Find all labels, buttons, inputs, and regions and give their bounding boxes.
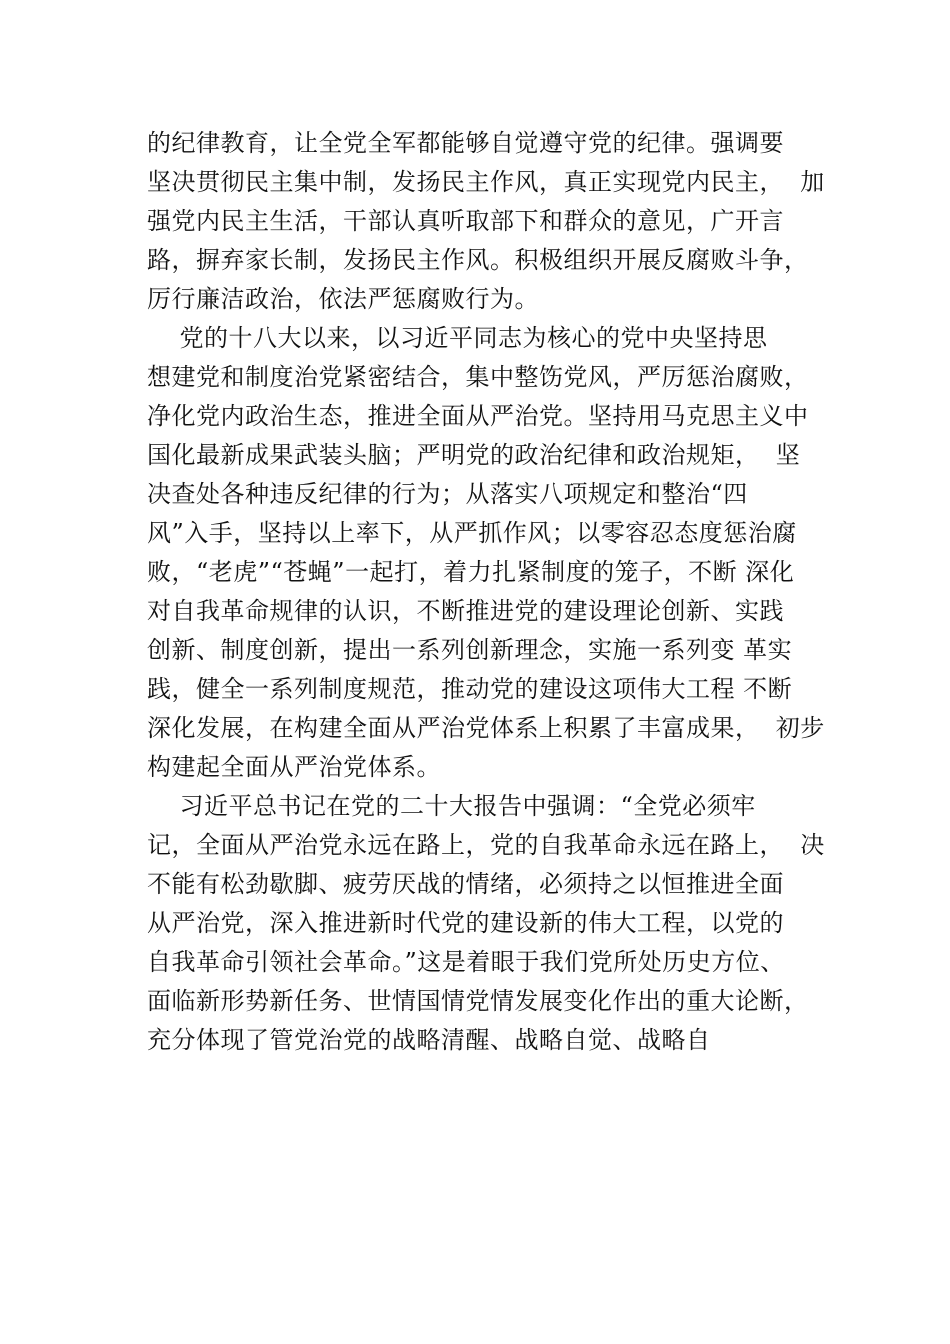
text-line: 败，“老虎”“苍蝇”一起打，着力扎紧制度的笼子，不断 深化 — [147, 558, 795, 586]
text-line: 路，摒弃家长制，发扬民主作风。积极组织开展反腐败斗争， — [147, 246, 809, 274]
text-line: 充分体现了管党治党的战略清醒、战略自觉、战略自 — [147, 1026, 711, 1054]
text-line: 决查处各种违反纪律的行为；从落实八项规定和整治“四 — [147, 480, 748, 508]
text-line: 党的十八大以来，以习近平同志为核心的党中央坚持思 — [147, 324, 768, 352]
text-line: 深化发展，在构建全面从严治党体系上积累了丰富成果， 初步 — [147, 714, 825, 742]
text-line: 自我革命引领社会革命。”这是着眼于我们党所处历史方位、 — [147, 948, 785, 976]
text-line: 国化最新成果武装头脑；严明党的政治纪律和政治规矩， 坚 — [147, 441, 801, 469]
text-line: 创新、制度创新，提出一系列创新理念，实施一系列变 革实 — [147, 636, 793, 664]
text-line: 习近平总书记在党的二十大报告中强调：“全党必须牢 — [147, 792, 756, 820]
text-line: 的纪律教育，让全党全军都能够自觉遵守党的纪律。强调要 — [147, 129, 784, 157]
text-line: 面临新形势新任务、世情国情党情发展变化作出的重大论断， — [147, 987, 809, 1015]
text-line: 从严治党，深入推进新时代党的建设新的伟大工程，以党的 — [147, 909, 784, 937]
text-line: 记，全面从严治党永远在路上，党的自我革命永远在路上， 决 — [147, 831, 825, 859]
text-line: 想建党和制度治党紧密结合，集中整饬党风，严厉惩治腐败， — [147, 363, 809, 391]
text-line: 坚决贯彻民主集中制，发扬民主作风，真正实现党内民主， 加 — [147, 168, 825, 196]
body-text — [147, 124, 847, 1060]
text-line: 净化党内政治生态，推进全面从严治党。坚持用马克思主义中 — [147, 402, 809, 430]
text-line: 践，健全一系列制度规范，推动党的建设这项伟大工程 不断 — [147, 675, 793, 703]
text-line: 不能有松劲歇脚、疲劳厌战的情绪，必须持之以恒推进全面 — [147, 870, 784, 898]
text-line: 强党内民主生活，干部认真听取部下和群众的意见，广开言 — [147, 207, 784, 235]
text-line: 厉行廉洁政治，依法严惩腐败行为。 — [147, 285, 539, 313]
text-line: 对自我革命规律的认识，不断推进党的建设理论创新、实践 — [147, 597, 784, 625]
text-line: 风”入手，坚持以上率下，从严抓作风；以零容忍态度惩治腐 — [147, 519, 797, 547]
text-line: 构建起全面从严治党体系。 — [147, 753, 441, 781]
